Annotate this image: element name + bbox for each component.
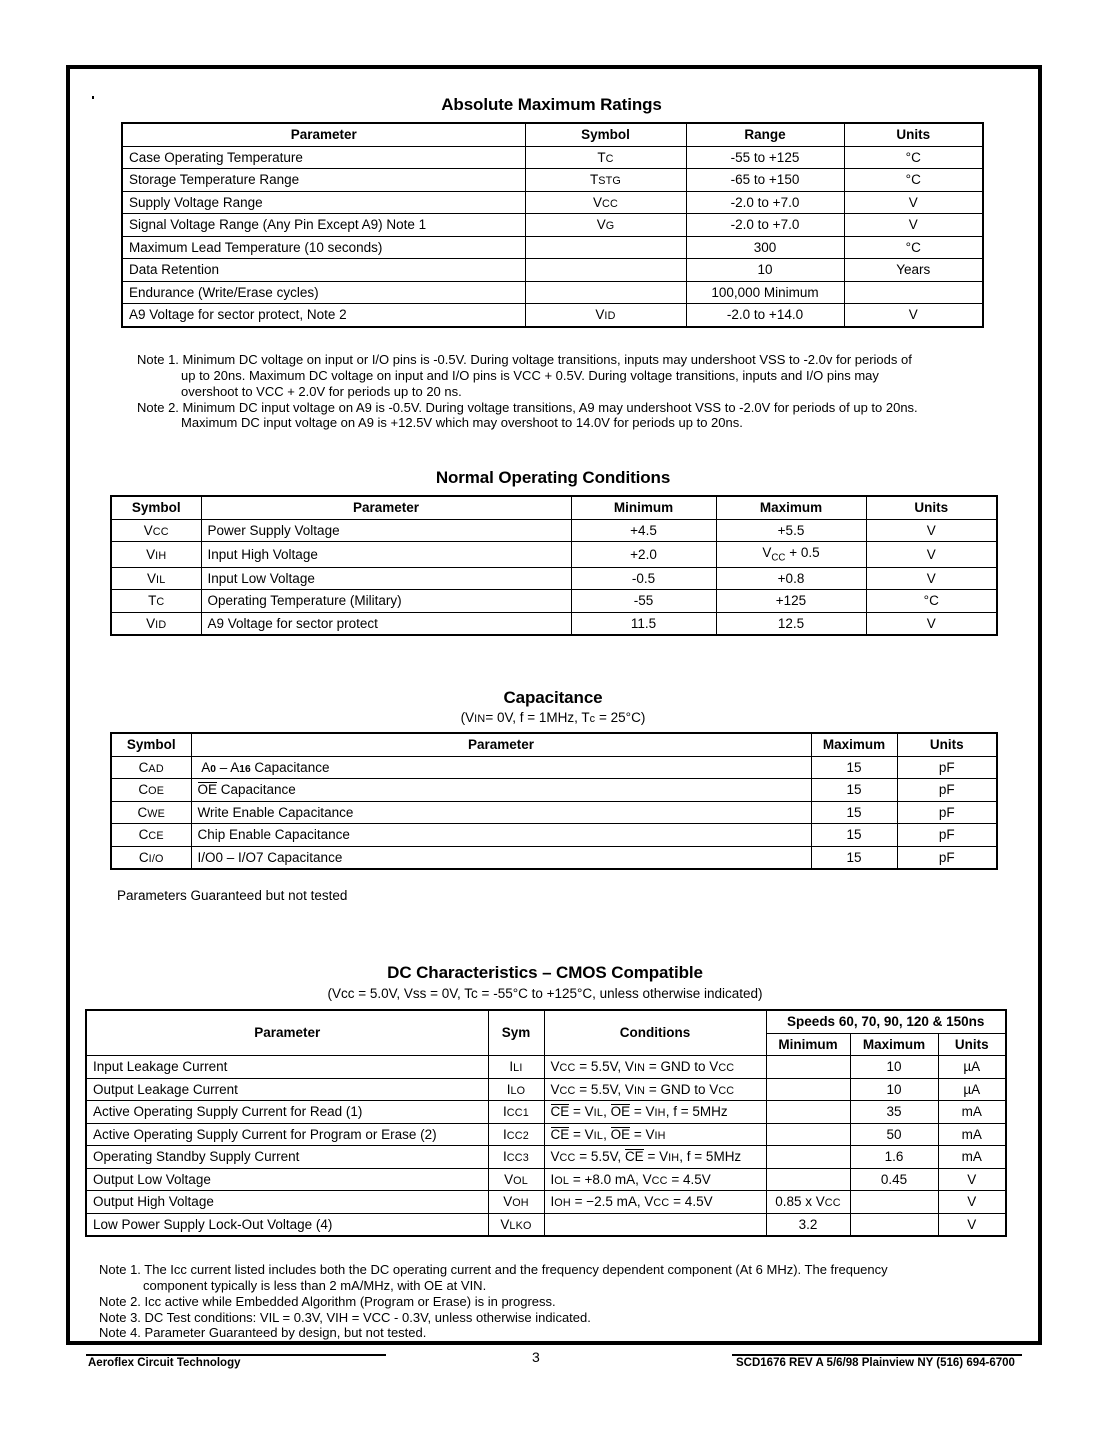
cell-minimum: -0.5: [571, 567, 716, 590]
cell-parameter: Supply Voltage Range: [122, 191, 525, 214]
cell-parameter: I/O0 – I/O7 Capacitance: [191, 846, 811, 869]
cell-units: pF: [897, 779, 997, 802]
section-subtitle-dc-characteristics: (Vcc = 5.0V, Vss = 0V, Tc = -55°C to +125°C, unless otherwise indicated): [327, 986, 763, 1001]
table-row: [122, 146, 983, 169]
table-row: [86, 1191, 1006, 1214]
cell-parameter: A0 – A16 Capacitance: [191, 756, 811, 779]
cell-units: mA: [938, 1146, 1006, 1169]
note-line: Note 4. Parameter Guaranteed by design, but not tested.: [99, 1325, 427, 1341]
cell-maximum: 15: [811, 779, 897, 802]
cell-maximum: [850, 1213, 938, 1236]
note-line: Note 1. Minimum DC voltage on input or I/O pins is -0.5V. During voltage transitions, inputs may undershoot VSS to -2.0v for periods of: [137, 352, 912, 367]
col-conditions: Conditions: [544, 1010, 766, 1056]
cell-conditions: VCC = 5.5V, VIN = GND to VCC: [544, 1056, 766, 1079]
note-line: Note 1. The Icc current listed includes both the DC operating current and the frequency dependent component (At 6 MHz). The frequency: [99, 1262, 888, 1277]
footer-company: Aeroflex Circuit Technology: [88, 1357, 241, 1369]
cell-parameter: A9 Voltage for sector protect: [201, 612, 571, 635]
cell-units: [844, 281, 983, 304]
note-line: overshoot to VCC + 2.0V for periods up to 20 ns.: [181, 383, 462, 399]
capacitance-footnote: Parameters Guaranteed but not tested: [117, 888, 348, 903]
table-row: [122, 191, 983, 214]
cell-range: -2.0 to +7.0: [686, 191, 844, 214]
cell-symbol: VIH: [111, 542, 201, 568]
col-units: Units: [897, 733, 997, 756]
cell-maximum: [850, 1191, 938, 1214]
section-title-normal-operating-conditions: Normal Operating Conditions: [435, 468, 671, 487]
section-title-dc-characteristics: DC Characteristics – CMOS Compatible: [387, 963, 703, 982]
cell-range: 100,000 Minimum: [686, 281, 844, 304]
cell-parameter: Write Enable Capacitance: [191, 801, 811, 824]
cell-conditions: IOH = −2.5 mA, VCC = 4.5V: [544, 1191, 766, 1214]
cell-minimum: [766, 1168, 850, 1191]
cell-range: -2.0 to +7.0: [686, 214, 844, 237]
cell-units: pF: [897, 801, 997, 824]
cell-sym: VLKO: [488, 1213, 544, 1236]
table-row: [111, 542, 997, 568]
cell-symbol: [525, 236, 686, 259]
cell-parameter: Case Operating Temperature: [122, 146, 525, 169]
note-line: Note 2. Icc active while Embedded Algorithm (Program or Erase) is in progress.: [99, 1293, 556, 1309]
cell-units: V: [866, 567, 997, 590]
cell-parameter: Power Supply Voltage: [201, 519, 571, 542]
table-header-row: [122, 123, 983, 146]
table-absolute-maximum-ratings: [121, 122, 984, 328]
cell-maximum: +0.8: [716, 567, 866, 590]
col-speeds-group: Speeds 60, 70, 90, 120 & 150ns: [766, 1010, 1006, 1033]
cell-units: µA: [938, 1056, 1006, 1079]
note-line: component typically is less than 2 mA/MHz, with OE at VIN.: [143, 1277, 487, 1293]
note-line: Maximum DC input voltage on A9 is +12.5V which may overshoot to 14.0V for periods up to 20ns.: [181, 415, 743, 431]
table-row: [111, 567, 997, 590]
table-row: [111, 824, 997, 847]
table-row: [86, 1078, 1006, 1101]
cell-sym: ICC1: [488, 1101, 544, 1124]
cell-sym: ICC2: [488, 1123, 544, 1146]
cell-conditions: VCC = 5.5V, VIN = GND to VCC: [544, 1078, 766, 1101]
cell-maximum: 1.6: [850, 1146, 938, 1169]
cell-minimum: [766, 1146, 850, 1169]
cell-units: mA: [938, 1101, 1006, 1124]
cell-maximum: 12.5: [716, 612, 866, 635]
table-capacitance: [110, 732, 998, 870]
note-line: up to 20ns. Maximum DC voltage on input and I/O pins is VCC + 0.5V. During voltage transitions, inputs and I/O pins may: [181, 367, 879, 383]
note-line: Note 2. Minimum DC input voltage on A9 is -0.5V. During voltage transitions, A9 may undershoot VSS to -2.0V for periods of up to 20ns.: [137, 399, 918, 415]
cell-units: °C: [844, 169, 983, 192]
col-maximum: Maximum: [811, 733, 897, 756]
footer-divider-right: [732, 1354, 1022, 1356]
col-range: Range: [686, 123, 844, 146]
table-row: [122, 214, 983, 237]
footer-document-id: SCD1676 REV A 5/6/98 Plainview NY (516) 694-6700: [736, 1357, 1015, 1369]
cell-maximum: +125: [716, 590, 866, 613]
col-symbol: Symbol: [525, 123, 686, 146]
cell-symbol: [525, 281, 686, 304]
table-row: [86, 1168, 1006, 1191]
cell-symbol: VCC: [111, 519, 201, 542]
cell-conditions: CE = VIL, OE = VIH: [544, 1123, 766, 1146]
cell-minimum: [766, 1078, 850, 1101]
cell-symbol: COE: [111, 779, 191, 802]
table-row: [111, 846, 997, 869]
cell-parameter: Chip Enable Capacitance: [191, 824, 811, 847]
table-row: [111, 801, 997, 824]
section-title-capacitance: Capacitance: [503, 688, 603, 707]
cell-units: V: [866, 519, 997, 542]
table-row: [122, 169, 983, 192]
cell-parameter: Input Low Voltage: [201, 567, 571, 590]
cell-symbol: VIL: [111, 567, 201, 590]
col-parameter: Parameter: [122, 123, 525, 146]
col-units: Units: [866, 496, 997, 519]
cell-minimum: +2.0: [571, 542, 716, 568]
section-title-absolute-maximum-ratings: Absolute Maximum Ratings: [441, 95, 662, 114]
cell-parameter: Active Operating Supply Current for Read (1): [86, 1101, 488, 1124]
footer-divider-left: [86, 1354, 386, 1356]
cell-units: µA: [938, 1078, 1006, 1101]
cell-units: V: [844, 214, 983, 237]
cell-symbol: [525, 259, 686, 282]
cell-parameter: Data Retention: [122, 259, 525, 282]
cell-symbol: CI/O: [111, 846, 191, 869]
cell-symbol: VG: [525, 214, 686, 237]
col-symbol: Symbol: [111, 733, 191, 756]
cell-sym: ICC3: [488, 1146, 544, 1169]
cell-units: V: [844, 191, 983, 214]
cell-maximum: 50: [850, 1123, 938, 1146]
table-row: [122, 281, 983, 304]
table-row: [111, 756, 997, 779]
cell-parameter: OE Capacitance: [191, 779, 811, 802]
cell-maximum: 0.45: [850, 1168, 938, 1191]
cell-symbol: TC: [525, 146, 686, 169]
notes-absolute-maximum-ratings: [137, 352, 1017, 431]
cell-units: mA: [938, 1123, 1006, 1146]
cell-parameter: Storage Temperature Range: [122, 169, 525, 192]
cell-parameter: Input High Voltage: [201, 542, 571, 568]
col-parameter: Parameter: [86, 1010, 488, 1056]
col-maximum: Maximum: [850, 1033, 938, 1056]
cell-parameter: Maximum Lead Temperature (10 seconds): [122, 236, 525, 259]
table-row: [122, 304, 983, 327]
cell-units: V: [866, 612, 997, 635]
cell-units: V: [938, 1191, 1006, 1214]
table-normal-operating-conditions: [110, 495, 998, 636]
cell-maximum: 10: [850, 1078, 938, 1101]
cell-parameter: Operating Temperature (Military): [201, 590, 571, 613]
table-row: [122, 259, 983, 282]
table-row: [111, 590, 997, 613]
cell-units: V: [866, 542, 997, 568]
cell-parameter: Signal Voltage Range (Any Pin Except A9) Note 1: [122, 214, 525, 237]
cell-range: -55 to +125: [686, 146, 844, 169]
cell-symbol: VID: [111, 612, 201, 635]
cell-parameter: Output High Voltage: [86, 1191, 488, 1214]
cell-maximum: 15: [811, 824, 897, 847]
cell-parameter: A9 Voltage for sector protect, Note 2: [122, 304, 525, 327]
cell-maximum: 15: [811, 756, 897, 779]
cell-parameter: Input Leakage Current: [86, 1056, 488, 1079]
cell-parameter: Output Low Voltage: [86, 1168, 488, 1191]
cell-minimum: [766, 1101, 850, 1124]
cell-units: V: [844, 304, 983, 327]
cell-symbol: CAD: [111, 756, 191, 779]
table-row: [111, 612, 997, 635]
cell-symbol: CCE: [111, 824, 191, 847]
cell-symbol: TSTG: [525, 169, 686, 192]
cell-units: °C: [844, 236, 983, 259]
col-maximum: Maximum: [716, 496, 866, 519]
cell-maximum: 15: [811, 801, 897, 824]
cell-parameter: Operating Standby Supply Current: [86, 1146, 488, 1169]
cell-units: pF: [897, 846, 997, 869]
cell-minimum: [766, 1123, 850, 1146]
cell-units: V: [938, 1168, 1006, 1191]
cell-conditions: [544, 1213, 766, 1236]
table-header-row: [111, 733, 997, 756]
footer-page-number: 3: [532, 1349, 540, 1365]
cell-parameter: Endurance (Write/Erase cycles): [122, 281, 525, 304]
cell-parameter: Active Operating Supply Current for Program or Erase (2): [86, 1123, 488, 1146]
table-row: [86, 1213, 1006, 1236]
cell-minimum: 0.85 x VCC: [766, 1191, 850, 1214]
col-symbol: Symbol: [111, 496, 201, 519]
table-header-row-top: [86, 1010, 1006, 1033]
cell-maximum: +5.5: [716, 519, 866, 542]
cell-minimum: 11.5: [571, 612, 716, 635]
col-units: Units: [938, 1033, 1006, 1056]
cell-sym: VOH: [488, 1191, 544, 1214]
cell-range: 300: [686, 236, 844, 259]
cell-range: 10: [686, 259, 844, 282]
cell-units: °C: [844, 146, 983, 169]
cell-range: -65 to +150: [686, 169, 844, 192]
col-units: Units: [844, 123, 983, 146]
cell-symbol: VCC: [525, 191, 686, 214]
cell-units: °C: [866, 590, 997, 613]
cell-sym: ILI: [488, 1056, 544, 1079]
cell-symbol: CWE: [111, 801, 191, 824]
table-row: [122, 236, 983, 259]
cell-sym: VOL: [488, 1168, 544, 1191]
table-row: [86, 1101, 1006, 1124]
cell-sym: ILO: [488, 1078, 544, 1101]
table-header-row: [111, 496, 997, 519]
cell-units: V: [938, 1213, 1006, 1236]
cell-units: Years: [844, 259, 983, 282]
cell-parameter: Output Leakage Current: [86, 1078, 488, 1101]
col-sym: Sym: [488, 1010, 544, 1056]
cell-maximum: 35: [850, 1101, 938, 1124]
cell-conditions: IOL = +8.0 mA, VCC = 4.5V: [544, 1168, 766, 1191]
cell-maximum: 15: [811, 846, 897, 869]
table-row: [111, 519, 997, 542]
col-parameter: Parameter: [201, 496, 571, 519]
section-subtitle-capacitance: (VIN= 0V, f = 1MHz, Tc = 25°C): [460, 710, 646, 725]
col-parameter: Parameter: [191, 733, 811, 756]
table-row: [86, 1146, 1006, 1169]
col-minimum: Minimum: [766, 1033, 850, 1056]
cell-symbol: VID: [525, 304, 686, 327]
cell-units: pF: [897, 824, 997, 847]
cell-conditions: CE = VIL, OE = VIH, f = 5MHz: [544, 1101, 766, 1124]
table-row: [86, 1123, 1006, 1146]
cell-units: pF: [897, 756, 997, 779]
table-row: [86, 1056, 1006, 1079]
cell-symbol: TC: [111, 590, 201, 613]
cell-parameter: Low Power Supply Lock-Out Voltage (4): [86, 1213, 488, 1236]
note-line: Note 3. DC Test conditions: VIL = 0.3V, VIH = VCC - 0.3V, unless otherwise indicated.: [99, 1309, 591, 1325]
cell-maximum: $V_{CC} + 0.5$: [716, 542, 866, 568]
col-minimum: Minimum: [571, 496, 716, 519]
table-row: [111, 779, 997, 802]
cell-minimum: +4.5: [571, 519, 716, 542]
notes-dc-characteristics: [99, 1262, 1009, 1341]
table-dc-characteristics: [85, 1009, 1007, 1237]
cell-conditions: VCC = 5.5V, CE = VIH, f = 5MHz: [544, 1146, 766, 1169]
cell-minimum: -55: [571, 590, 716, 613]
cell-range: -2.0 to +14.0: [686, 304, 844, 327]
cell-minimum: 3.2: [766, 1213, 850, 1236]
stray-mark: [92, 96, 94, 99]
cell-maximum: 10: [850, 1056, 938, 1079]
cell-minimum: [766, 1056, 850, 1079]
